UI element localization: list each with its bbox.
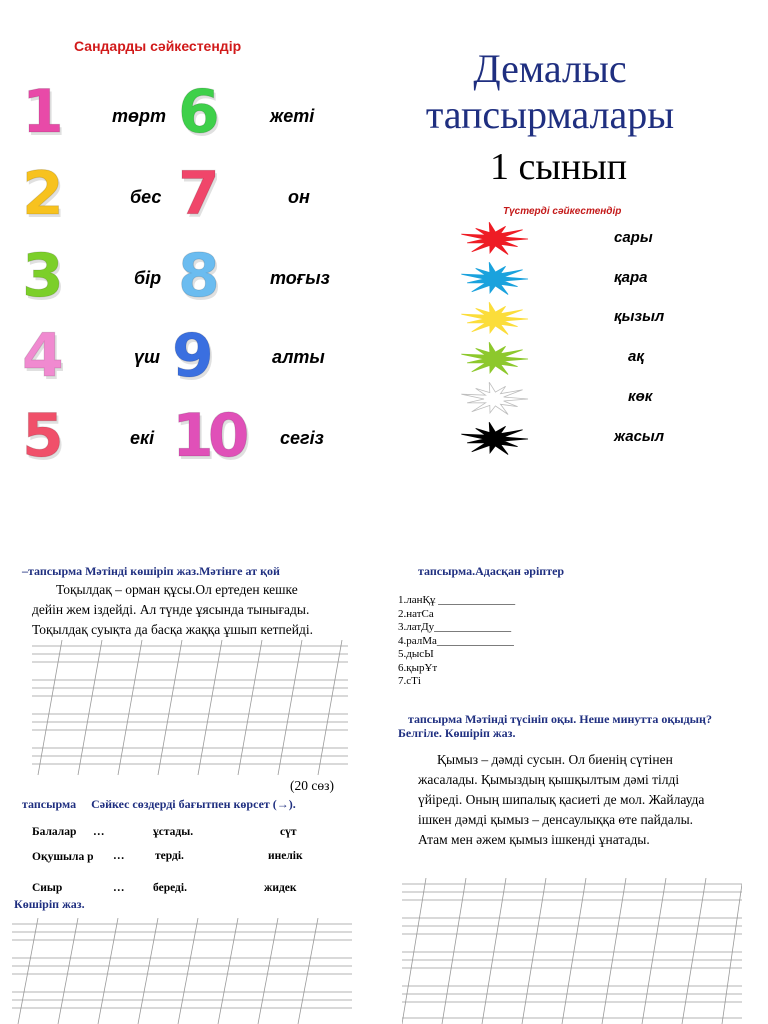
match-dots: … xyxy=(93,826,105,838)
number-word: алты xyxy=(272,347,325,367)
read-writing-lines[interactable] xyxy=(402,878,742,1024)
number-word: он xyxy=(288,187,310,207)
match-object: сүт xyxy=(280,826,297,838)
color-star xyxy=(461,302,528,334)
digit-4: 4 xyxy=(22,321,64,391)
digit-9: 9 xyxy=(172,321,214,391)
letters-list xyxy=(398,594,515,689)
color-star xyxy=(461,342,528,374)
letters-task-heading: тапсырма.Адасқан әріптер xyxy=(418,564,565,578)
color-word: қара xyxy=(614,269,648,286)
match-task-heading: тапсырма Сәйкес сөздерді бағытпен көрсет (→). xyxy=(22,797,296,811)
color-star xyxy=(461,222,528,254)
match-verb: береді. xyxy=(153,882,187,894)
color-word: ақ xyxy=(628,348,644,365)
list-item: 4.ралМа______________ xyxy=(398,634,514,647)
list-item: 1.ланҚұ ______________ xyxy=(398,594,516,606)
digit-5: 5 xyxy=(22,401,64,471)
match-verb: терді. xyxy=(155,850,184,862)
color-word: көк xyxy=(628,388,653,405)
read-text-line: жасалады. Қымыздың қышқылтым дәмі тілді xyxy=(418,772,680,787)
number-word: үш xyxy=(134,347,161,367)
number-word: екі xyxy=(130,428,155,448)
number-word: бір xyxy=(134,268,162,288)
read-text-line: Атам мен әжем қымыз ішкенді ұнатады. xyxy=(418,832,650,847)
color-word: қызыл xyxy=(614,308,665,325)
match-writing-lines[interactable] xyxy=(12,918,352,1024)
copy-task-line: Тоқылдақ суықта да басқа жаққа ұшып кетпейді. xyxy=(32,622,313,637)
digit-6: 6 xyxy=(178,77,220,147)
digit-1: 1 xyxy=(22,77,64,147)
color-word: жасыл xyxy=(614,428,665,445)
list-item: 5.дысЫ xyxy=(398,648,434,660)
match-object: жидек xyxy=(264,882,297,894)
match-dots: … xyxy=(113,882,125,894)
color-word: сары xyxy=(614,229,653,246)
number-word: бес xyxy=(130,187,162,207)
list-item: 6.қырҰт xyxy=(398,661,438,674)
read-task-heading-line-2: Белгіле. Көшіріп жаз. xyxy=(398,726,516,740)
copy-writing-lines[interactable] xyxy=(32,640,348,775)
word-count: (20 сөз) xyxy=(290,778,334,793)
list-item: 2.натСа xyxy=(398,607,434,620)
match-subject: Балалар xyxy=(32,826,77,838)
list-item: 3.латДу______________ xyxy=(398,621,512,633)
colors-task-title: Түстерді сәйкестендір xyxy=(503,206,622,217)
match-dots: … xyxy=(113,850,125,862)
number-word: төрт xyxy=(112,106,166,126)
number-word: тоғыз xyxy=(270,268,330,288)
read-text-line: ішкен дәмді қымыз – денсаулыққа өте пайдалы. xyxy=(418,812,694,827)
digit-7: 7 xyxy=(178,159,220,229)
read-text-line: Қымыз – дәмді сусын. Ол биенің сүтінен xyxy=(437,752,673,767)
match-object: инелік xyxy=(268,850,303,862)
read-task-heading: тапсырма Мәтінді түсініп оқы. Неше минутта оқыдың? xyxy=(408,712,712,726)
color-star xyxy=(461,382,528,414)
list-item: 7.сТі xyxy=(398,675,421,687)
copy-task-heading: –тапсырма Мәтінді көшіріп жаз.Мәтінге ат қой xyxy=(22,564,280,578)
number-word: жеті xyxy=(270,106,315,126)
color-stars xyxy=(458,219,530,459)
title-line-1: Демалыс xyxy=(473,46,627,91)
digit-8: 8 xyxy=(178,241,220,311)
match-subject: Сиыр xyxy=(32,882,63,894)
color-star xyxy=(461,262,528,294)
digit-3: 3 xyxy=(22,241,64,311)
title-line-2: тапсырмалары xyxy=(425,92,675,137)
match-footer: Көшіріп жаз. xyxy=(14,897,85,911)
color-star xyxy=(461,422,528,454)
numbers-task-title: Сандарды сәйкестендір xyxy=(74,38,242,54)
number-word: сегіз xyxy=(280,428,324,448)
match-verb: ұстады. xyxy=(153,826,194,838)
match-subject: Оқушыла р xyxy=(32,851,94,863)
digit-10: 10 xyxy=(172,401,244,471)
digit-2: 2 xyxy=(22,159,64,229)
page-title xyxy=(400,46,700,138)
read-text-line: үйіреді. Оның шипалық қасиеті де мол. Жайлауда xyxy=(418,792,705,807)
copy-task-line: дейін жем іздейді. Ал түнде ұясында тынығады. xyxy=(32,602,310,617)
grade-label: 1 сынып xyxy=(490,146,628,188)
copy-task-line: Тоқылдақ – орман құсы.Ол ертеден кешке xyxy=(56,582,298,597)
